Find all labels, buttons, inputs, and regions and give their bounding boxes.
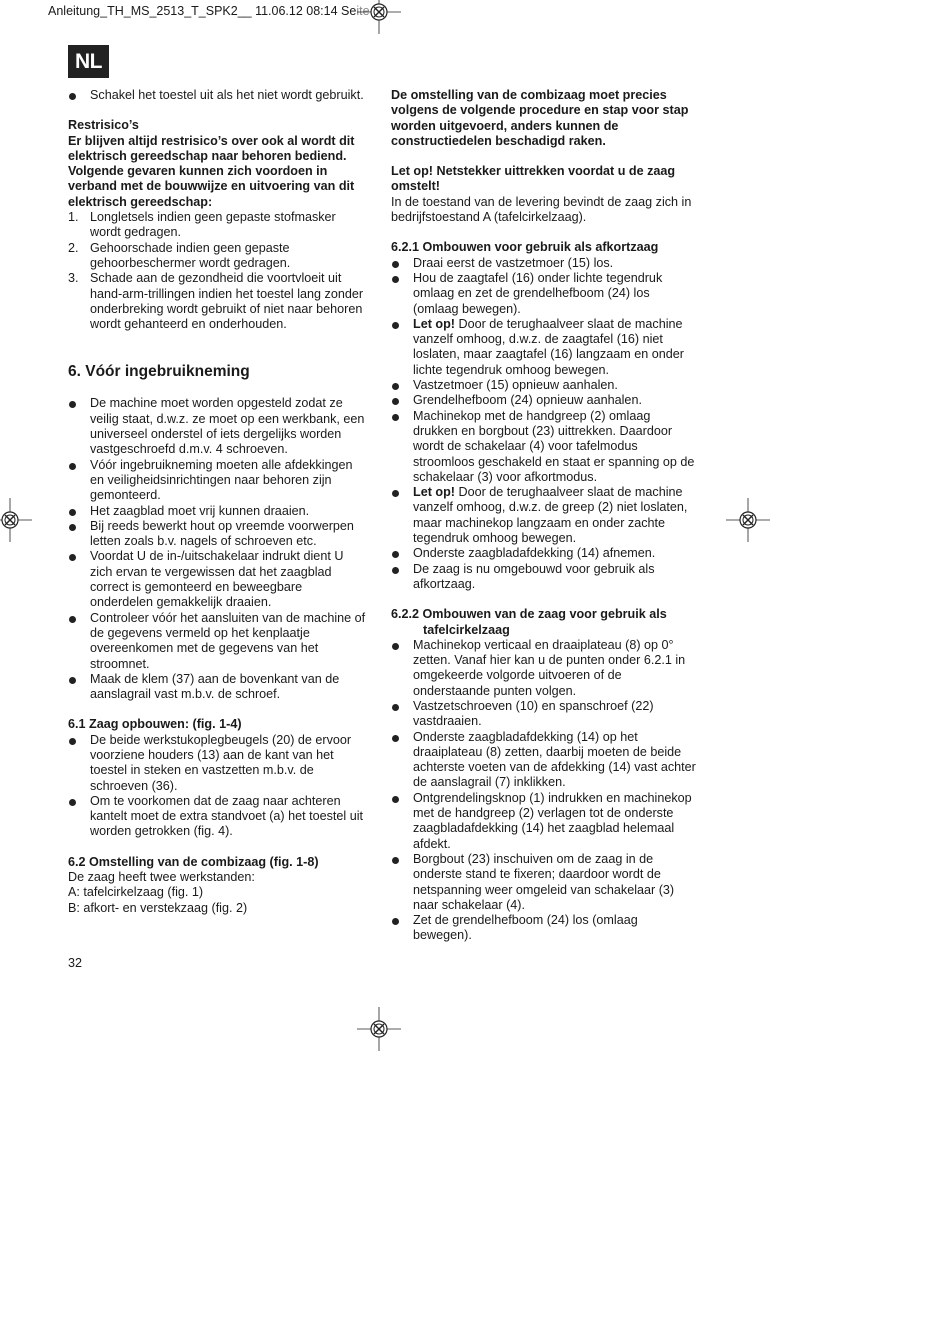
section-6-2-line: B: afkort- en verstekzaag (fig. 2): [68, 900, 248, 915]
section-6-2-2-bullet: Borgbout (23) inschuiven om de zaag in de onderste stand te fixeren; daardoor wordt de netspanning weer omgeleid van schakelaar (3) naar schakelaar (4).: [391, 852, 696, 913]
section-6-bullet: De machine moet worden opgesteld zodat ze veilig staat, d.w.z. ze moet op een werkbank, een universeel onderstel of iets dergelijks worden vastgeschroefd d.m.v. 4 schroeven.: [68, 396, 368, 457]
section-6-bullet: Maak de klem (37) aan de bovenkant van de aanslagrail vast m.b.v. de schroef.: [68, 672, 368, 703]
section-6-2-2-bullet: Ontgrendelingsknop (1) indrukken en machinekop met de handgreep (2) verlagen tot de onderste zaagbladafdekking (14) het zaagblad helemaal afdekt.: [391, 791, 696, 852]
section-6-2-2-bullet: Zet de grendelhefboom (24) los (omlaag bewegen).: [391, 913, 696, 944]
risk-title: Restrisico’s: [68, 118, 139, 133]
registration-mark-icon: [0, 498, 32, 542]
section-6-1-bullet: Om te voorkomen dat de zaag naar achteren kantelt moet de extra standvoet (a) het toestel uit worden getrokken (fig. 4).: [68, 794, 368, 840]
unplug-warning: Let op! Netstekker uittrekken voordat u de zaag omstelt!: [391, 164, 676, 194]
section-6-2-1-bullet: Draai eerst de vastzetmoer (15) los.: [391, 256, 696, 271]
section-6-heading: 6. Vóór ingebruikneming: [68, 363, 250, 381]
section-6-1-bullet: De beide werkstukoplegbeugels (20) de ervoor voorziene houders (13) aan de kant van het toestel in steken en vastzetten m.b.v. de schroeven (36).: [68, 733, 368, 794]
registration-mark-icon: [726, 498, 770, 542]
section-6-2-2-bullet: Vastzetschroeven (10) en spanschroef (22) vastdraaien.: [391, 699, 696, 730]
registration-mark-icon: [357, 0, 401, 34]
section-6-bullet: Voordat U de in-/uitschakelaar indrukt dient U zich ervan te vergewissen dat het zaagblad correct is gemonteerd en beweegbare onderdelen gemakkelijk draaien.: [68, 549, 368, 610]
section-6-bullet: Vóór ingebruikneming moeten alle afdekkingen en veiligheidsinrichtingen naar behoren zijn gemonteerd.: [68, 458, 368, 504]
right-column: [391, 88, 696, 944]
section-6-2-1-bullet: De zaag is nu omgebouwd voor gebruik als afkortzaag.: [391, 562, 696, 593]
section-6-1-heading: 6.1 Zaag opbouwen: (fig. 1-4): [68, 717, 242, 732]
page-number: 32: [68, 956, 83, 970]
section-6-2-1-bullet: Machinekop met de handgreep (2) omlaag drukken en borgbout (23) uittrekken. Daardoor wordt de schakelaar (4) voor tafelmodus stroomloos geschakeld en staat er spanning op de schakelaar (3) voor afkortmodus.: [391, 409, 696, 485]
risk-paragraph: Er blijven altijd restrisico’s over ook al wordt dit elektrisch gereedschap naar behoren bediend. Volgende gevaren kunnen zich voordoen in verband met de bouwwijze en uitvoering van dit elektrisch gereedschap:: [68, 133, 355, 209]
section-6-2-line: De zaag heeft twee werkstanden:: [68, 870, 255, 885]
section-6-2-1-bullet: Let op! Door de terughaalveer slaat de machine vanzelf omhoog, d.w.z. de greep (2) niet loslaten, maar machinekop langzaam en onder zachte tegendruk omhoog bewegen.: [391, 485, 696, 546]
left-column: [68, 88, 368, 916]
registration-mark-icon: [357, 1007, 401, 1051]
section-6-2-1-heading: 6.2.1 Ombouwen voor gebruik als afkortzaag: [391, 240, 659, 255]
print-header: [48, 4, 387, 19]
section-6-bullet: Bij reeds bewerkt hout op vreemde voorwerpen letten zoals b.v. nagels of schroeven etc.: [68, 519, 368, 550]
procedure-warning: De omstelling van de combizaag moet precies volgens de volgende procedure en stap voor stap worden uitgevoerd, anders kunnen de constructiedelen beschadigd raken.: [391, 88, 689, 148]
section-6-2-2-bullet: Machinekop verticaal en draaiplateau (8) op 0° zetten. Vanaf hier kan u de punten onder 6.2.1 in omgekeerde volgorde uitvoeren of de onderstaande punten volgen.: [391, 638, 696, 699]
section-6-2-1-bullet: Grendelhefboom (24) opnieuw aanhalen.: [391, 393, 696, 408]
section-6-2-heading: 6.2 Omstelling van de combizaag (fig. 1-8): [68, 854, 319, 869]
section-6-2-1-bullet: Hou de zaagtafel (16) onder lichte tegendruk omlaag en zet de grendelhefboom (24) los (omlaag bewegen).: [391, 271, 696, 317]
language-badge: NL: [68, 45, 109, 78]
delivery-state-text: In de toestand van de levering bevindt de zaag zich in bedrijfstoestand A (tafelcirkelzaag).: [391, 194, 692, 225]
section-6-2-1-bullet: Vastzetmoer (15) opnieuw aanhalen.: [391, 378, 696, 393]
section-6-2-2-bullet: Onderste zaagbladafdekking (14) op het draaiplateau (8) zetten, daarbij moeten de beide achterste voeten van de afdekking (14) vast achter de aanslagrail (7) inklikken.: [391, 730, 696, 791]
risk-list: [68, 210, 368, 332]
risk-list-item: 3. Schade aan de gezondheid die voortvloeit uit hand-arm-trillingen indien het toestel lang zonder onderbreking wordt gebruikt of niet naar behoren wordt gehanteerd en onderhouden.: [68, 271, 364, 332]
risk-list-item: 1. Longletsels indien geen gepaste stofmasker wordt gedragen.: [68, 210, 336, 240]
section-6-2-1-bullet: Let op! Door de terughaalveer slaat de machine vanzelf omhoog, d.w.z. de zaagtafel (16) niet loslaten, maar zaagtafel (16) langzaam en onder lichte tegendruk omhoog bewegen.: [391, 317, 696, 378]
section-6-bullet: Het zaagblad moet vrij kunnen draaien.: [68, 504, 368, 519]
intro-bullet: Schakel het toestel uit als het niet wordt gebruikt.: [68, 88, 368, 103]
risk-list-item: 2. Gehoorschade indien geen gepaste gehoorbeschermer wordt gedragen.: [68, 240, 291, 270]
print-header-prefix: Anleitung_TH_MS_2513_T_SPK2__ 11.06.12 08:14 Se: [48, 4, 357, 18]
section-6-2-line: A: tafelcirkelzaag (fig. 1): [68, 885, 204, 900]
section-6-2-1-bullet: Onderste zaagbladafdekking (14) afnemen.: [391, 546, 696, 561]
section-6-bullet: Controleer vóór het aansluiten van de machine of de gegevens vermeld op het kenplaatje overeenkomen met de gegevens van het stroomnet.: [68, 611, 368, 672]
print-header-obscured: ite: [356, 4, 370, 18]
section-6-2-2-heading: 6.2.2 Ombouwen van de zaag voor gebruik als tafelcirkelzaag: [391, 607, 667, 637]
